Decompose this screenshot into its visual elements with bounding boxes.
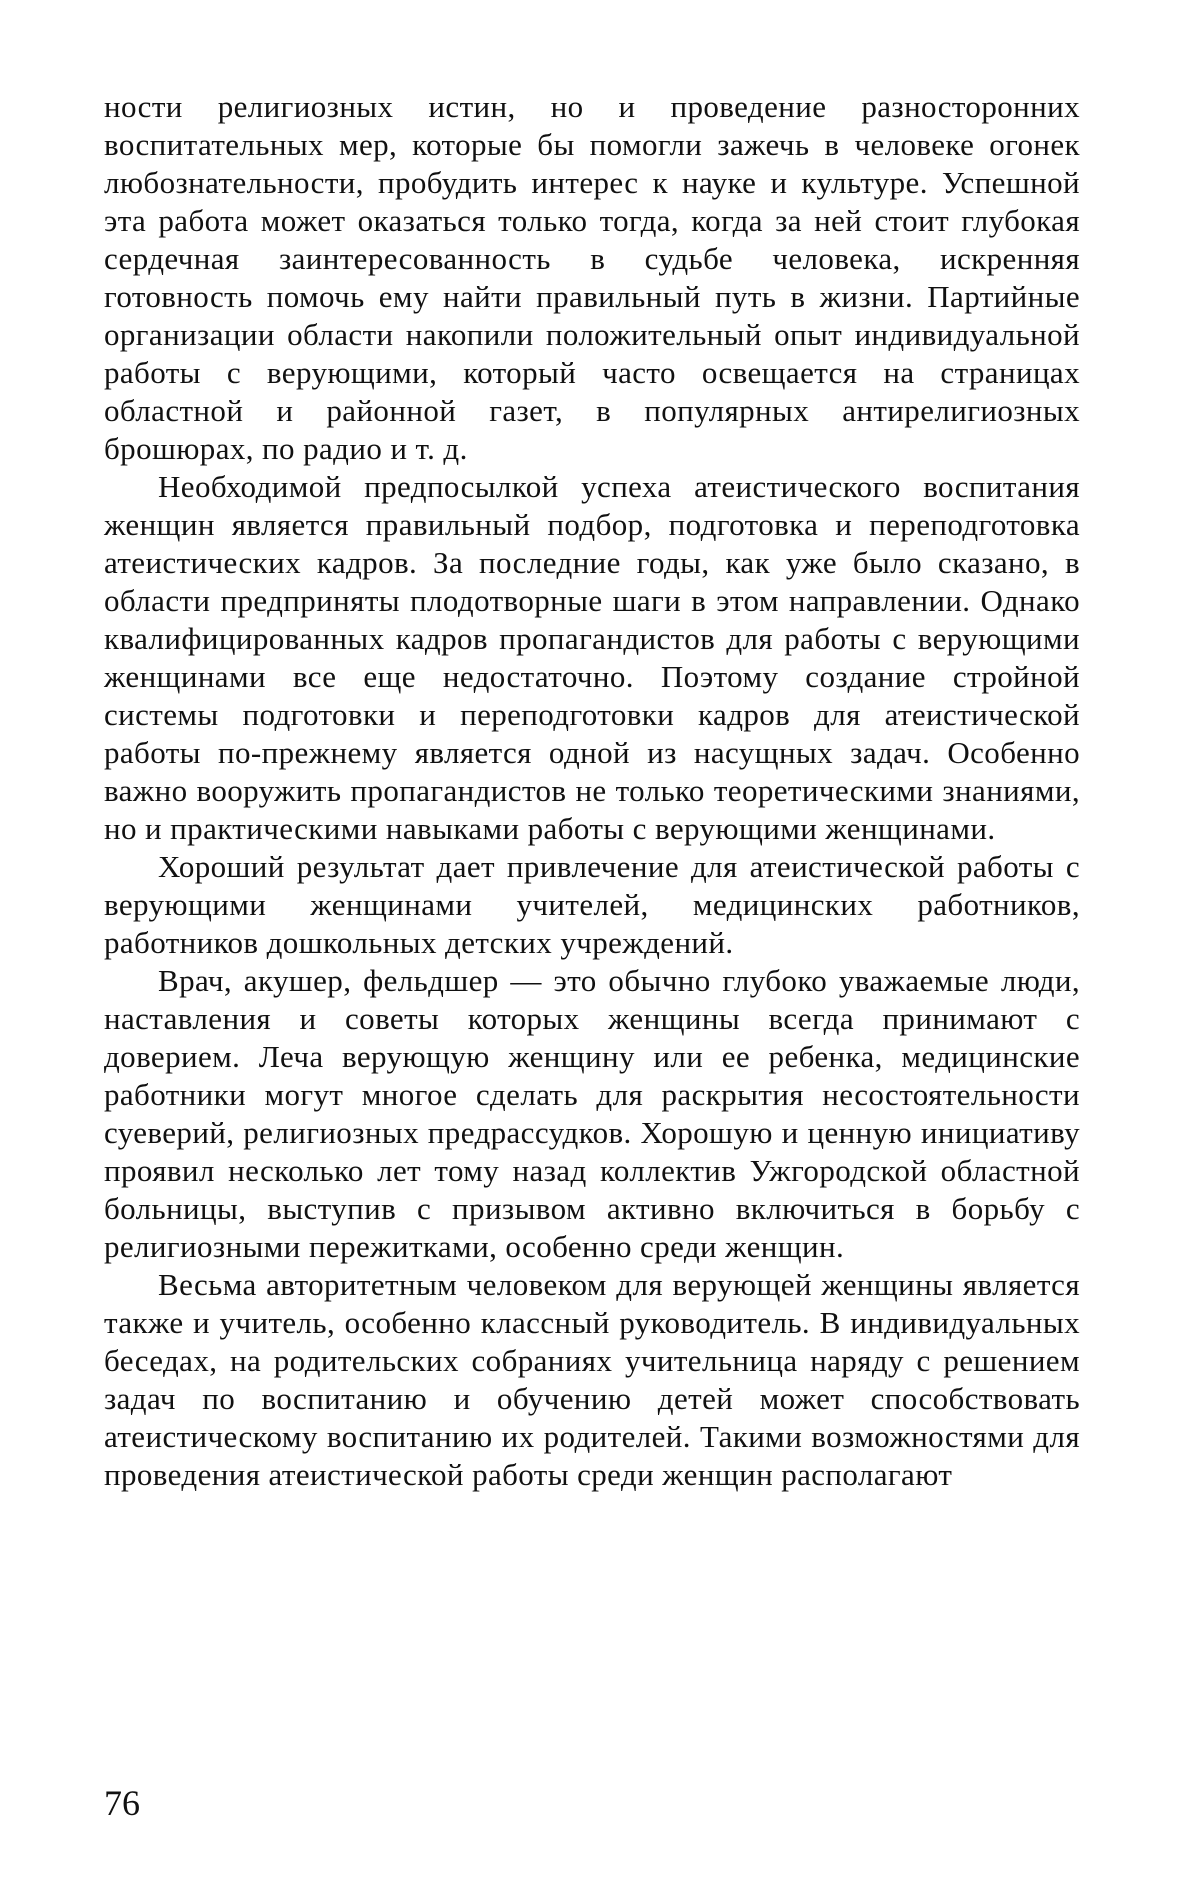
paragraph-teachers-doctors: Хороший результат дает привлечение для атеистической работы с верующими женщинами учителей, медицинских работников, работников дошкольных детских учреждений. [104, 849, 1080, 960]
paragraph-medical-workers: Врач, акушер, фельдшер — это обычно глубоко уважаемые люди, наставления и советы которых женщины всегда принимают с доверием. Леча верующую женщину или ее ребенка, медицинские работники могут многое сделать для раскрытия несостоятельности суеверий, религиозных предрассудков. Хорошую и ценную инициативу проявил несколько лет тому назад коллектив Ужгородской областной больницы, выступив с призывом активно включиться в борьбу с религиозными пережитками, особенно среди женщин. [104, 963, 1080, 1264]
paragraph-cadres: Необходимой предпосылкой успеха атеистического воспитания женщин является правильный подбор, подготовка и переподготовка атеистических кадров. За последние годы, как уже было сказано, в области предприняты плодотворные шаги в этом направлении. Однако квалифицированных кадров пропагандистов для работы с верующими женщинами все еще недостаточно. Поэтому создание стройной системы подготовки и переподготовки кадров для атеистической работы по-прежнему является одной из насущных задач. Особенно важно вооружить пропагандистов не только теоретическими знаниями, но и практическими навыками работы с верующими женщинами. [104, 469, 1080, 846]
paragraph-teacher: Весьма авторитетным человеком для верующей женщины является также и учитель, особенно классный руководитель. В индивидуальных беседах, на родительских собраниях учительница наряду с решением задач по воспитанию и обучению детей может способствовать атеистическому воспитанию их родителей. Такими возможностями для проведения атеистической работы среди женщин располагают [104, 1267, 1080, 1492]
paragraph-continuation: ности религиозных истин, но и проведение разносторонних воспитательных мер, которые бы помогли зажечь в человеке огонек любознательности, пробудить интерес к науке и культуре. Успешной эта работа может оказаться только тогда, когда за ней стоит глубокая сердечная заинтересованность в судьбе человека, искренняя готовность помочь ему найти правильный путь в жизни. Партийные организации области накопили положительный опыт индивидуальной работы с верующими, который часто освещается на страницах областной и районной газет, в популярных антирелигиозных брошюрах, по радио и т. д. [104, 89, 1080, 466]
page-body [104, 88, 1080, 1494]
page-number: 76 [104, 1783, 140, 1823]
